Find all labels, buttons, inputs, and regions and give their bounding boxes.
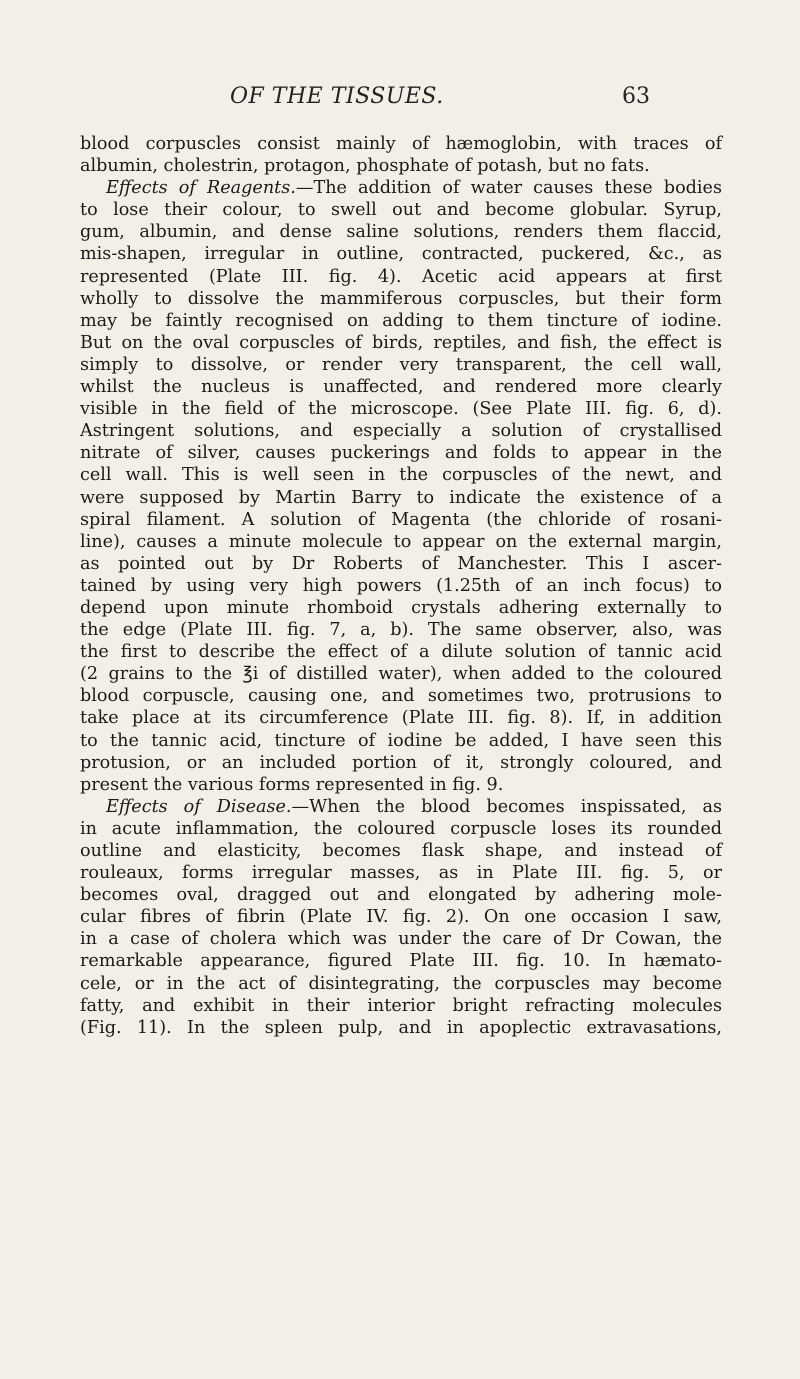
text-line: whilst the nucleus is unaffected, and rendered more clearly (80, 377, 722, 398)
text-line: gum, albumin, and dense saline solutions, renders them flaccid, (80, 222, 722, 243)
text-line: take place at its circumference (Plate III. fig. 8). If, in addition (80, 708, 722, 729)
text-line: protusion, or an included portion of it, strongly coloured, and (80, 752, 722, 773)
text-line: represented (Plate III. fig. 4). Acetic acid appears at first (80, 266, 722, 287)
body-text (80, 133, 722, 1039)
text-line: spiral filament. A solution of Magenta (the chloride of rosani- (80, 509, 722, 530)
text-line: cell wall. This is well seen in the corpuscles of the newt, and (80, 465, 722, 486)
paragraph-heading-line (80, 796, 722, 818)
text-line: mis-shapen, irregular in outline, contracted, puckered, &c., as (80, 244, 722, 265)
text-line: to lose their colour, to swell out and become globular. Syrup, (80, 200, 722, 221)
text-line: present the various forms represented in fig. 9. (80, 774, 504, 795)
text-line: depend upon minute rhomboid crystals adhering externally to (80, 597, 722, 618)
text-line: simply to dissolve, or render very transparent, the cell wall, (80, 354, 722, 375)
text-line: becomes oval, dragged out and elongated by adhering mole- (80, 885, 722, 906)
page-number: 63 (622, 84, 650, 109)
section-heading-effects-of-reagents: Effects of Reagents. (106, 178, 296, 199)
text-line: blood corpuscles consist mainly of hæmoglobin, with traces of (80, 134, 722, 154)
text-segment: —When the blood becomes inspissated, as (291, 796, 722, 817)
text-line: cele, or in the act of disintegrating, the corpuscles may become (80, 973, 722, 994)
running-title: OF THE TISSUES. (230, 84, 444, 109)
paragraph-heading-line (80, 177, 722, 199)
running-head (0, 84, 800, 118)
section-heading-effects-of-disease: Effects of Disease. (106, 796, 292, 817)
text-line: in acute inflammation, the coloured corpuscle loses its rounded (80, 818, 722, 839)
text-line: rouleaux, forms irregular masses, as in Plate III. fig. 5, or (80, 863, 722, 884)
text-line: (Fig. 11). In the spleen pulp, and in apoplectic extravasations, (80, 1017, 722, 1038)
text-line: fatty, and exhibit in their interior bright refracting molecules (80, 995, 722, 1016)
text-line: blood corpuscle, causing one, and sometimes two, protrusions to (80, 686, 722, 707)
text-line: visible in the field of the microscope. (See Plate III. fig. 6, d). (80, 399, 722, 420)
text-line: in a case of cholera which was under the care of Dr Cowan, the (80, 929, 722, 950)
text-line: nitrate of silver, causes puckerings and folds to appear in the (80, 443, 722, 464)
text-line: line), causes a minute molecule to appear on the external margin, (80, 531, 722, 552)
text-line: as pointed out by Dr Roberts of Manchester. This I ascer- (80, 553, 722, 574)
text-line: may be faintly recognised on adding to them tincture of iodine. (80, 310, 722, 331)
text-segment: —The addition of water causes these bodies (295, 178, 722, 199)
text-line: But on the oval corpuscles of birds, reptiles, and fish, the effect is (80, 332, 722, 353)
text-line: tained by using very high powers (1.25th of an inch focus) to (80, 575, 722, 596)
text-line: the edge (Plate III. fig. 7, a, b). The same observer, also, was (80, 620, 722, 641)
text-line: the first to describe the effect of a dilute solution of tannic acid (80, 642, 722, 663)
text-line: albumin, cholestrin, protagon, phosphate of potash, but no fats. (80, 156, 650, 177)
text-line: Astringent solutions, and especially a solution of crystallised (80, 421, 722, 442)
text-line: outline and elasticity, becomes flask shape, and instead of (80, 841, 722, 861)
text-line: were supposed by Martin Barry to indicate the existence of a (80, 487, 722, 508)
text-line: wholly to dissolve the mammiferous corpuscles, but their form (80, 288, 722, 309)
text-line: to the tannic acid, tincture of iodine be added, I have seen this (80, 730, 722, 751)
text-line: (2 grains to the ℥i of distilled water), when added to the coloured (80, 664, 722, 685)
text-line: remarkable appearance, figured Plate III. fig. 10. In hæmato- (80, 951, 722, 972)
text-line: cular fibres of fibrin (Plate IV. fig. 2). On one occasion I saw, (80, 907, 722, 928)
